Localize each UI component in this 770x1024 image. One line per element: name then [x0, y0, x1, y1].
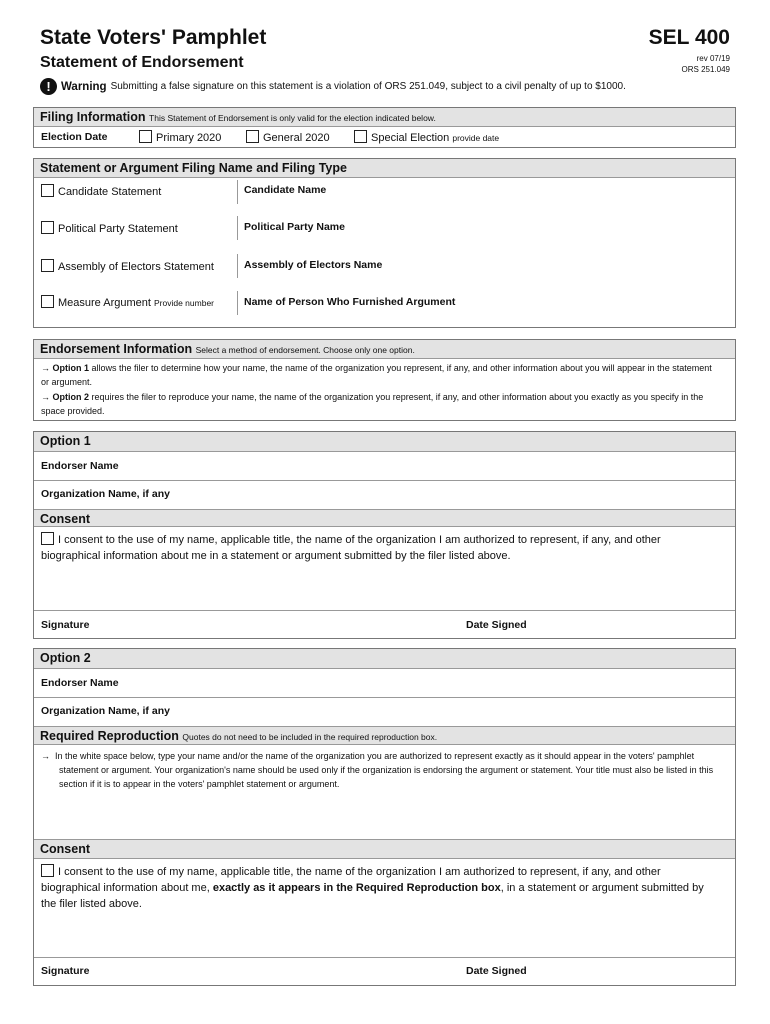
endorsement-header — [34, 340, 735, 359]
warning-label: Warning — [61, 80, 107, 93]
arrow-right-icon: → — [41, 392, 50, 402]
divider — [237, 180, 238, 204]
endorser-name-field[interactable]: Endorser Name — [41, 677, 119, 689]
arrow-right-icon: → — [41, 363, 50, 373]
divider — [237, 216, 238, 240]
filing-information-section — [33, 107, 736, 148]
option-note: Provide number — [154, 298, 215, 308]
option-label: Option 2 — [52, 392, 90, 402]
candidate-statement-option[interactable] — [41, 184, 161, 198]
option-1-section — [33, 431, 736, 639]
option-label: General 2020 — [263, 132, 330, 144]
assembly-of-electors-option[interactable] — [41, 259, 214, 273]
statute-reference: ORS 251.049 — [681, 65, 730, 74]
option-2-header: Option 2 — [34, 649, 735, 669]
warning-text: Submitting a false signature on this statement is a violation of ORS 251.049, subject to a civil penalty of up to $1000. — [110, 81, 626, 92]
divider — [34, 480, 735, 481]
revision-date: rev 07/19 — [696, 54, 730, 63]
form-subtitle: Statement of Endorsement — [40, 54, 244, 71]
option-1-header: Option 1 — [34, 432, 735, 452]
consent-checkbox[interactable] — [41, 532, 54, 545]
option-label: Political Party Statement — [58, 223, 178, 235]
instructions-text: In the white space below, type your name and/or the name of the organization you are authorized to represent exactly as it should appear in the voters' pamphlet statement or argument. Your organization's name should be used only if the organization is endorsing the argument or statement. Your title must also be listed in this section if it is to appear in the voters' pamphlet statement or argument. — [55, 751, 714, 789]
section-title: Filing Information — [40, 110, 146, 124]
checkbox[interactable] — [354, 130, 367, 143]
endorsement-information-section — [33, 339, 736, 421]
option-1-description — [41, 361, 721, 389]
exclamation-icon: ! — [40, 78, 57, 95]
option-note: provide date — [452, 133, 500, 143]
divider — [237, 291, 238, 315]
political-party-statement-option[interactable] — [41, 221, 178, 235]
assembly-of-electors-name-field[interactable]: Assembly of Electors Name — [244, 259, 383, 271]
date-signed-field[interactable]: Date Signed — [466, 965, 527, 977]
consent-header: Consent — [34, 839, 735, 859]
consent-checkbox[interactable] — [41, 864, 54, 877]
consent-statement[interactable] — [41, 864, 715, 912]
checkbox[interactable] — [139, 130, 152, 143]
signature-field[interactable]: Signature — [41, 965, 90, 977]
arrow-right-icon: → — [41, 751, 50, 761]
checkbox[interactable] — [41, 184, 54, 197]
option-text: allows the filer to determine how your name, the name of the organization you represent, if any, and other information about you will appear in the statement or argument. — [41, 363, 712, 387]
consent-text: , in a statement or argument submitted by the filer listed above. — [41, 882, 704, 910]
option-label: Primary 2020 — [156, 132, 222, 144]
option-label: Measure Argument — [58, 297, 151, 309]
checkbox[interactable] — [41, 221, 54, 234]
consent-header: Consent — [34, 509, 735, 527]
option-label: Candidate Statement — [58, 186, 162, 198]
warning-line — [40, 78, 626, 95]
section-note: Quotes do not need to be included in the required reproduction box. — [182, 732, 438, 742]
option-label: Assembly of Electors Statement — [58, 261, 214, 273]
section-title: Required Reproduction — [40, 729, 179, 743]
checkbox[interactable] — [41, 295, 54, 308]
organization-name-field[interactable]: Organization Name, if any — [41, 488, 170, 500]
required-reproduction-box[interactable] — [34, 797, 735, 839]
consent-emphasis: exactly as it appears in the Required Reproduction box — [212, 882, 501, 894]
divider — [34, 610, 735, 611]
divider — [34, 957, 735, 958]
divider — [34, 697, 735, 698]
candidate-name-field[interactable]: Candidate Name — [244, 184, 327, 196]
filing-type-section — [33, 158, 736, 328]
consent-text: I consent to the use of my name, applicable title, the name of the organization I am authorized to represent, if any, and other biographical information about me in a statement or argument submitted by the filer listed above. — [41, 534, 661, 562]
option-2-description — [41, 390, 721, 418]
section-note: Select a method of endorsement. Choose only one option. — [195, 345, 415, 355]
option-text: requires the filer to reproduce your name, the name of the organization you represent, if any, and other information about you exactly as you specify in the space provided. — [41, 392, 704, 416]
special-election-option[interactable] — [354, 130, 499, 144]
general-2020-option[interactable] — [246, 130, 330, 144]
primary-2020-option[interactable] — [139, 130, 221, 144]
political-party-name-field[interactable]: Political Party Name — [244, 221, 345, 233]
organization-name-field[interactable]: Organization Name, if any — [41, 705, 170, 717]
form-number: SEL 400 — [648, 26, 730, 49]
filing-information-header — [34, 108, 735, 127]
checkbox[interactable] — [41, 259, 54, 272]
consent-statement[interactable] — [41, 532, 715, 564]
option-2-section — [33, 648, 736, 986]
required-reproduction-header — [34, 726, 735, 745]
option-label: Option 1 — [52, 363, 90, 373]
argument-furnisher-name-field[interactable]: Name of Person Who Furnished Argument — [244, 296, 456, 308]
election-date-label: Election Date — [41, 131, 108, 143]
revision-info — [682, 53, 730, 75]
date-signed-field[interactable]: Date Signed — [466, 619, 527, 631]
checkbox[interactable] — [246, 130, 259, 143]
filing-type-header: Statement or Argument Filing Name and Filing Type — [34, 159, 735, 178]
endorser-name-field[interactable]: Endorser Name — [41, 460, 119, 472]
divider — [237, 254, 238, 278]
option-label: Special Election — [371, 132, 450, 144]
required-reproduction-instructions — [41, 749, 727, 791]
section-title: Endorsement Information — [40, 342, 193, 356]
form-title: State Voters' Pamphlet — [40, 26, 267, 49]
consent-text: I consent to the use of my name, applicable title, the name of the organization I am authorized to represent, if any, and other biographical information about me, — [41, 866, 661, 894]
signature-field[interactable]: Signature — [41, 619, 90, 631]
measure-argument-option[interactable] — [41, 295, 214, 309]
section-note: This Statement of Endorsement is only valid for the election indicated below. — [149, 113, 436, 123]
